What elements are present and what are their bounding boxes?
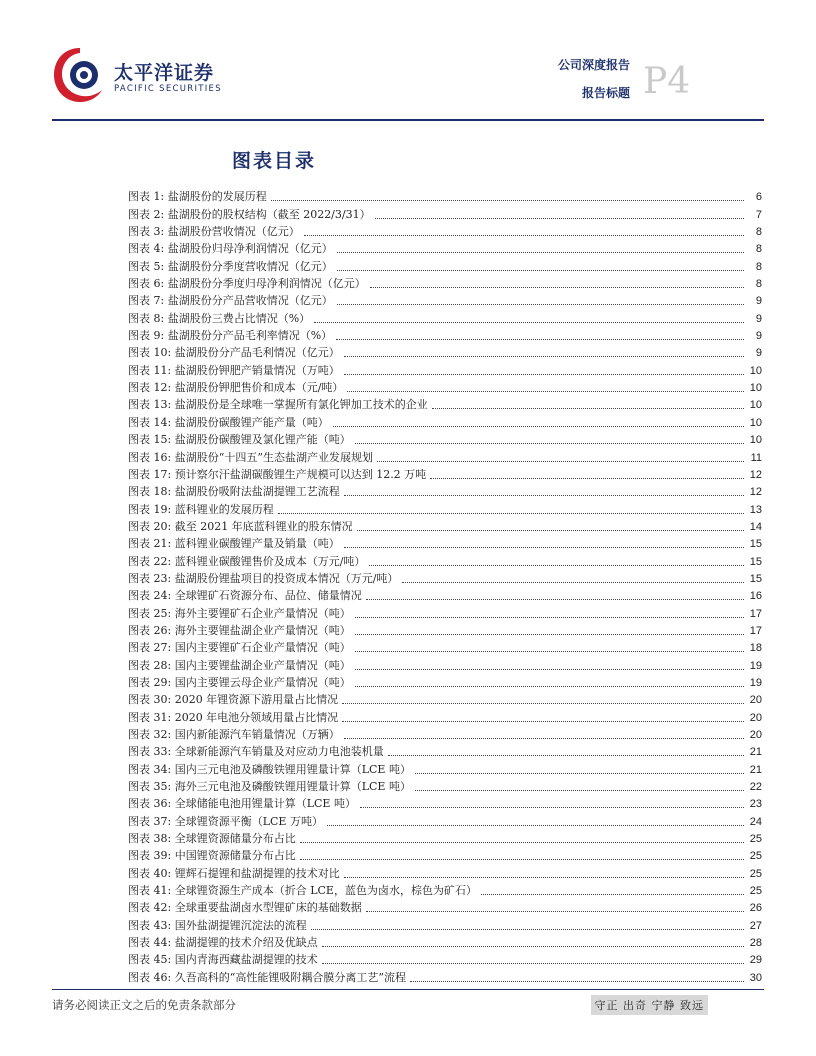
toc-entry-page[interactable]: 16 — [749, 590, 762, 603]
toc-leader-dots — [344, 737, 744, 739]
toc-entry-page[interactable]: 15 — [749, 538, 762, 551]
toc-entry-page[interactable]: 25 — [749, 885, 762, 898]
toc-entry[interactable] — [128, 256, 762, 273]
toc-leader-dots — [304, 234, 744, 236]
toc-entry-page[interactable]: 10 — [749, 434, 762, 447]
header-divider — [52, 119, 764, 121]
toc-entry-label[interactable]: 图表 40: 锂辉石提锂和盐湖提锂的技术对比 — [128, 867, 344, 881]
toc-leader-dots — [336, 338, 744, 340]
toc-entry-page[interactable]: 20 — [749, 694, 762, 707]
footer-disclaimer: 请务必阅读正文之后的免责条款部分 — [52, 998, 236, 1012]
toc-leader-dots — [322, 962, 744, 964]
toc-entry-page[interactable]: 17 — [749, 624, 762, 637]
toc-entry-label[interactable]: 图表 20: 截至 2021 年底蓝科锂业的股东情况 — [128, 520, 357, 534]
toc-entry[interactable] — [128, 378, 762, 395]
toc-entry[interactable] — [128, 846, 762, 863]
report-subtitle: 报告标题 — [581, 86, 630, 100]
toc-leader-dots — [415, 772, 744, 774]
toc-entry-page[interactable]: 17 — [749, 607, 762, 620]
toc-entry-label[interactable]: 图表 41: 全球锂资源生产成本（折合 LCE，蓝色为卤水，棕色为矿石） — [128, 884, 481, 898]
toc-entry[interactable] — [128, 915, 762, 932]
toc-entry[interactable] — [128, 898, 762, 915]
toc-leader-dots — [300, 841, 744, 843]
toc-entry[interactable] — [128, 967, 762, 984]
toc-entry-label[interactable]: 图表 27: 国内主要锂矿石企业产量情况（吨） — [128, 641, 355, 655]
toc-entry-label[interactable]: 图表 21: 蓝科锂业碳酸锂产量及销量（吨） — [128, 537, 344, 551]
toc-entry[interactable] — [128, 360, 762, 377]
toc-entry-page[interactable]: 25 — [749, 867, 762, 880]
toc-entry-label[interactable]: 图表 18: 盐湖股份吸附法盐湖提锂工艺流程 — [128, 485, 344, 499]
toc-entry[interactable] — [128, 551, 762, 568]
toc-entry-page[interactable]: 14 — [749, 520, 762, 533]
toc-leader-dots — [481, 893, 744, 895]
toc-entry[interactable] — [128, 308, 762, 325]
toc-entry-page[interactable]: 9 — [755, 330, 762, 343]
toc-leader-dots — [322, 945, 744, 947]
toc-entry-page[interactable]: 10 — [749, 416, 762, 429]
toc-entry[interactable] — [128, 326, 762, 343]
toc-entry-label[interactable]: 图表 46: 久吾高科的“高性能锂吸附耦合膜分离工艺”流程 — [128, 971, 410, 985]
toc-entry-page[interactable]: 28 — [749, 937, 762, 950]
toc-entry-label[interactable]: 图表 9: 盐湖股份分产品毛利率情况（%） — [128, 329, 336, 343]
table-of-figures — [128, 187, 762, 985]
toc-entry-label[interactable]: 图表 38: 全球锂资源储量分布占比 — [128, 832, 300, 846]
toc-entry-page[interactable]: 13 — [749, 503, 762, 516]
toc-entry-label[interactable]: 图表 44: 盐湖提锂的技术介绍及优缺点 — [128, 936, 322, 950]
toc-leader-dots — [377, 460, 744, 462]
toc-leader-dots — [369, 564, 744, 566]
toc-entry-label[interactable]: 图表 17: 预计察尔汗盐湖碳酸锂生产规模可以达到 12.2 万吨 — [128, 468, 430, 482]
toc-leader-dots — [355, 685, 744, 687]
toc-entry-page[interactable]: 22 — [749, 781, 762, 794]
toc-entry[interactable] — [128, 863, 762, 880]
toc-entry-label[interactable]: 图表 13: 盐湖股份是全球唯一掌握所有氯化钾加工技术的企业 — [128, 398, 432, 412]
toc-entry-page[interactable]: 19 — [749, 676, 762, 689]
brand-name-cn: 太平洋证券 — [114, 62, 215, 84]
toc-entry[interactable] — [128, 274, 762, 291]
toc-entry[interactable] — [128, 586, 762, 603]
toc-leader-dots — [342, 720, 744, 722]
toc-entry-label[interactable]: 图表 39: 中国锂资源储量分布占比 — [128, 849, 300, 863]
toc-entry-page[interactable]: 19 — [749, 659, 762, 672]
toc-entry-label[interactable]: 图表 36: 全球储能电池用锂量计算（LCE 吨） — [128, 797, 360, 811]
toc-entry-label[interactable]: 图表 5: 盐湖股份分季度营收情况（亿元） — [128, 260, 337, 274]
toc-entry-page[interactable]: 20 — [749, 729, 762, 741]
toc-entry-page[interactable]: 21 — [749, 746, 762, 759]
toc-entry-page[interactable]: 10 — [749, 364, 762, 377]
toc-entry[interactable] — [128, 291, 762, 308]
toc-entry[interactable] — [128, 187, 762, 204]
toc-entry[interactable] — [128, 222, 762, 239]
toc-leader-dots — [355, 668, 744, 670]
toc-leader-dots — [344, 373, 744, 375]
toc-leader-dots — [347, 390, 744, 392]
toc-entry-page[interactable]: 12 — [749, 486, 762, 499]
toc-entry[interactable] — [128, 482, 762, 499]
toc-leader-dots — [366, 598, 744, 600]
toc-entry-page[interactable]: 10 — [749, 382, 762, 395]
toc-entry[interactable] — [128, 950, 762, 967]
toc-entry-label[interactable]: 图表 32: 国内新能源汽车销量情况（万辆） — [128, 728, 344, 742]
toc-leader-dots — [355, 633, 744, 635]
toc-entry-page[interactable]: 8 — [755, 278, 762, 291]
toc-entry[interactable] — [128, 517, 762, 534]
toc-leader-dots — [271, 199, 744, 201]
toc-entry[interactable] — [128, 673, 762, 690]
toc-entry[interactable] — [128, 881, 762, 898]
toc-entry-label[interactable]: 图表 6: 盐湖股份分季度归母净利润情况（亿元） — [128, 277, 370, 291]
toc-entry-label[interactable]: 图表 2: 盐湖股份的股权结构（截至 2022/3/31） — [128, 208, 375, 222]
toc-entry-label[interactable]: 图表 24: 全球锂矿石资源分布、品位、储量情况 — [128, 589, 366, 603]
toc-entry-page[interactable]: 7 — [755, 208, 762, 221]
toc-entry[interactable] — [128, 569, 762, 586]
toc-leader-dots — [410, 980, 744, 982]
toc-entry-label[interactable]: 图表 26: 海外主要锂盐湖企业产量情况（吨） — [128, 624, 355, 638]
toc-entry-page[interactable]: 6 — [755, 191, 762, 204]
toc-leader-dots — [415, 789, 744, 791]
toc-entry[interactable] — [128, 465, 762, 482]
toc-entry[interactable] — [128, 447, 762, 464]
toc-entry-label[interactable]: 图表 45: 国内青海西藏盐湖提锂的技术 — [128, 953, 322, 967]
company-logo — [52, 44, 222, 106]
toc-entry[interactable] — [128, 794, 762, 811]
toc-entry[interactable] — [128, 430, 762, 447]
toc-entry-label[interactable]: 图表 28: 国内主要锂盐湖企业产量情况（吨） — [128, 659, 355, 673]
toc-entry-label[interactable]: 图表 42: 全球重要盐湖卤水型锂矿床的基础数据 — [128, 901, 366, 915]
toc-leader-dots — [337, 251, 744, 253]
toc-entry-page[interactable]: 29 — [749, 954, 762, 967]
toc-entry-label[interactable]: 图表 23: 盐湖股份锂盐项目的投资成本情况（万元/吨） — [128, 572, 402, 586]
toc-entry-page[interactable]: 25 — [749, 833, 762, 846]
page-header — [0, 0, 816, 125]
toc-entry-page[interactable]: 8 — [755, 260, 762, 273]
toc-entry-label[interactable]: 图表 19: 蓝科锂业的发展历程 — [128, 503, 278, 517]
toc-entry-label[interactable]: 图表 10: 盐湖股份分产品毛利情况（亿元） — [128, 346, 344, 360]
toc-leader-dots — [344, 355, 744, 357]
toc-title: 图表目录 — [232, 150, 317, 172]
toc-entry-page[interactable]: 8 — [755, 243, 762, 256]
toc-leader-dots — [388, 754, 744, 756]
toc-entry-label[interactable]: 图表 34: 国内三元电池及磷酸铁锂用锂量计算（LCE 吨） — [128, 763, 415, 777]
toc-entry-label[interactable]: 图表 29: 国内主要锂云母企业产量情况（吨） — [128, 676, 355, 690]
toc-entry-page[interactable]: 10 — [749, 399, 762, 412]
toc-leader-dots — [375, 217, 744, 219]
page-number: P4 — [643, 61, 691, 102]
toc-entry[interactable] — [128, 811, 762, 828]
toc-entry-page[interactable]: 24 — [749, 815, 762, 828]
toc-entry-page[interactable]: 30 — [749, 971, 762, 984]
toc-entry-page[interactable]: 9 — [755, 347, 762, 360]
toc-entry-page[interactable]: 15 — [749, 572, 762, 585]
toc-entry-label[interactable]: 图表 31: 2020 年电池分领域用量占比情况 — [128, 711, 342, 725]
toc-entry[interactable] — [128, 239, 762, 256]
toc-entry-label[interactable]: 图表 15: 盐湖股份碳酸锂及氯化锂产能（吨） — [128, 433, 355, 447]
toc-entry-label[interactable]: 图表 22: 蓝科锂业碳酸锂售价及成本（万元/吨） — [128, 555, 369, 569]
toc-entry-page[interactable]: 15 — [749, 555, 762, 568]
toc-entry-label[interactable]: 图表 7: 盐湖股份分产品营收情况（亿元） — [128, 294, 337, 308]
toc-leader-dots — [344, 546, 744, 548]
toc-leader-dots — [355, 442, 744, 444]
toc-entry[interactable] — [128, 707, 762, 724]
toc-leader-dots — [333, 425, 744, 427]
toc-entry-label[interactable]: 图表 11: 盐湖股份钾肥产销量情况（万吨） — [128, 364, 344, 378]
toc-entry[interactable] — [128, 742, 762, 759]
toc-leader-dots — [402, 581, 744, 583]
toc-entry-page[interactable]: 20 — [749, 711, 762, 724]
toc-entry[interactable] — [128, 933, 762, 950]
toc-leader-dots — [278, 512, 744, 514]
toc-entry-label[interactable]: 图表 12: 盐湖股份钾肥售价和成本（元/吨） — [128, 381, 347, 395]
toc-entry[interactable] — [128, 395, 762, 412]
toc-leader-dots — [337, 303, 744, 305]
toc-entry-page[interactable]: 25 — [749, 850, 762, 863]
brand-name-en: PACIFIC SECURITIES — [114, 84, 222, 94]
toc-entry-label[interactable]: 图表 37: 全球锂资源平衡（LCE 万吨） — [128, 815, 327, 829]
toc-leader-dots — [342, 702, 744, 704]
toc-entry-label[interactable]: 图表 33: 全球新能源汽车销量及对应动力电池装机量 — [128, 745, 388, 759]
toc-entry[interactable] — [128, 829, 762, 846]
toc-leader-dots — [344, 876, 744, 878]
toc-leader-dots — [300, 858, 744, 860]
toc-entry-label[interactable]: 图表 16: 盐湖股份“十四五”生态盐湖产业发展规划 — [128, 451, 377, 465]
toc-entry[interactable] — [128, 621, 762, 638]
toc-entry-label[interactable]: 图表 30: 2020 年锂资源下游用量占比情况 — [128, 693, 342, 707]
toc-entry[interactable] — [128, 412, 762, 429]
toc-entry-page[interactable]: 12 — [749, 468, 762, 481]
toc-entry-label[interactable]: 图表 43: 国外盐湖提锂沉淀法的流程 — [128, 919, 311, 933]
toc-entry[interactable] — [128, 603, 762, 620]
toc-entry-label[interactable]: 图表 14: 盐湖股份碳酸锂产能产量（吨） — [128, 416, 333, 430]
toc-leader-dots — [430, 477, 744, 479]
toc-leader-dots — [360, 806, 744, 808]
toc-leader-dots — [432, 407, 744, 409]
toc-entry-page[interactable]: 9 — [755, 312, 762, 325]
toc-entry-label[interactable]: 图表 8: 盐湖股份三费占比情况（%） — [128, 312, 314, 326]
report-type: 公司深度报告 — [557, 58, 630, 72]
toc-entry[interactable] — [128, 534, 762, 551]
toc-entry-page[interactable]: 9 — [755, 295, 762, 308]
toc-entry-label[interactable]: 图表 35: 海外三元电池及磷酸铁锂用锂量计算（LCE 吨） — [128, 780, 415, 794]
toc-leader-dots — [370, 286, 744, 288]
toc-entry[interactable] — [128, 343, 762, 360]
toc-entry-page[interactable]: 21 — [749, 763, 762, 776]
toc-entry-page[interactable]: 8 — [755, 226, 762, 239]
toc-entry[interactable] — [128, 655, 762, 672]
toc-leader-dots — [337, 269, 744, 271]
toc-leader-dots — [314, 321, 744, 323]
toc-entry-page[interactable]: 23 — [749, 798, 762, 811]
toc-entry-label[interactable]: 图表 4: 盐湖股份归母净利润情况（亿元） — [128, 242, 337, 256]
toc-leader-dots — [355, 616, 744, 618]
toc-entry[interactable] — [128, 690, 762, 707]
toc-entry[interactable] — [128, 638, 762, 655]
toc-entry[interactable] — [128, 759, 762, 776]
toc-entry-page[interactable]: 27 — [749, 919, 762, 932]
toc-entry-page[interactable]: 18 — [749, 642, 762, 655]
toc-leader-dots — [327, 824, 744, 826]
footer-divider — [52, 989, 764, 990]
footer-motto: 守正 出奇 宁静 致远 — [591, 995, 709, 1015]
toc-entry[interactable] — [128, 499, 762, 516]
toc-entry-page[interactable]: 26 — [749, 902, 762, 915]
toc-entry-label[interactable]: 图表 3: 盐湖股份营收情况（亿元） — [128, 225, 304, 239]
toc-leader-dots — [357, 529, 744, 531]
pacific-securities-logo-icon — [52, 44, 108, 106]
toc-entry-label[interactable]: 图表 25: 海外主要锂矿石企业产量情况（吨） — [128, 607, 355, 621]
toc-entry[interactable] — [128, 725, 762, 742]
toc-entry-page[interactable]: 11 — [750, 451, 762, 464]
toc-entry[interactable] — [128, 777, 762, 794]
toc-entry[interactable] — [128, 204, 762, 221]
toc-entry-label[interactable]: 图表 1: 盐湖股份的发展历程 — [128, 190, 271, 204]
toc-leader-dots — [355, 650, 744, 652]
toc-leader-dots — [311, 928, 744, 930]
toc-leader-dots — [366, 910, 744, 912]
toc-leader-dots — [344, 494, 744, 496]
